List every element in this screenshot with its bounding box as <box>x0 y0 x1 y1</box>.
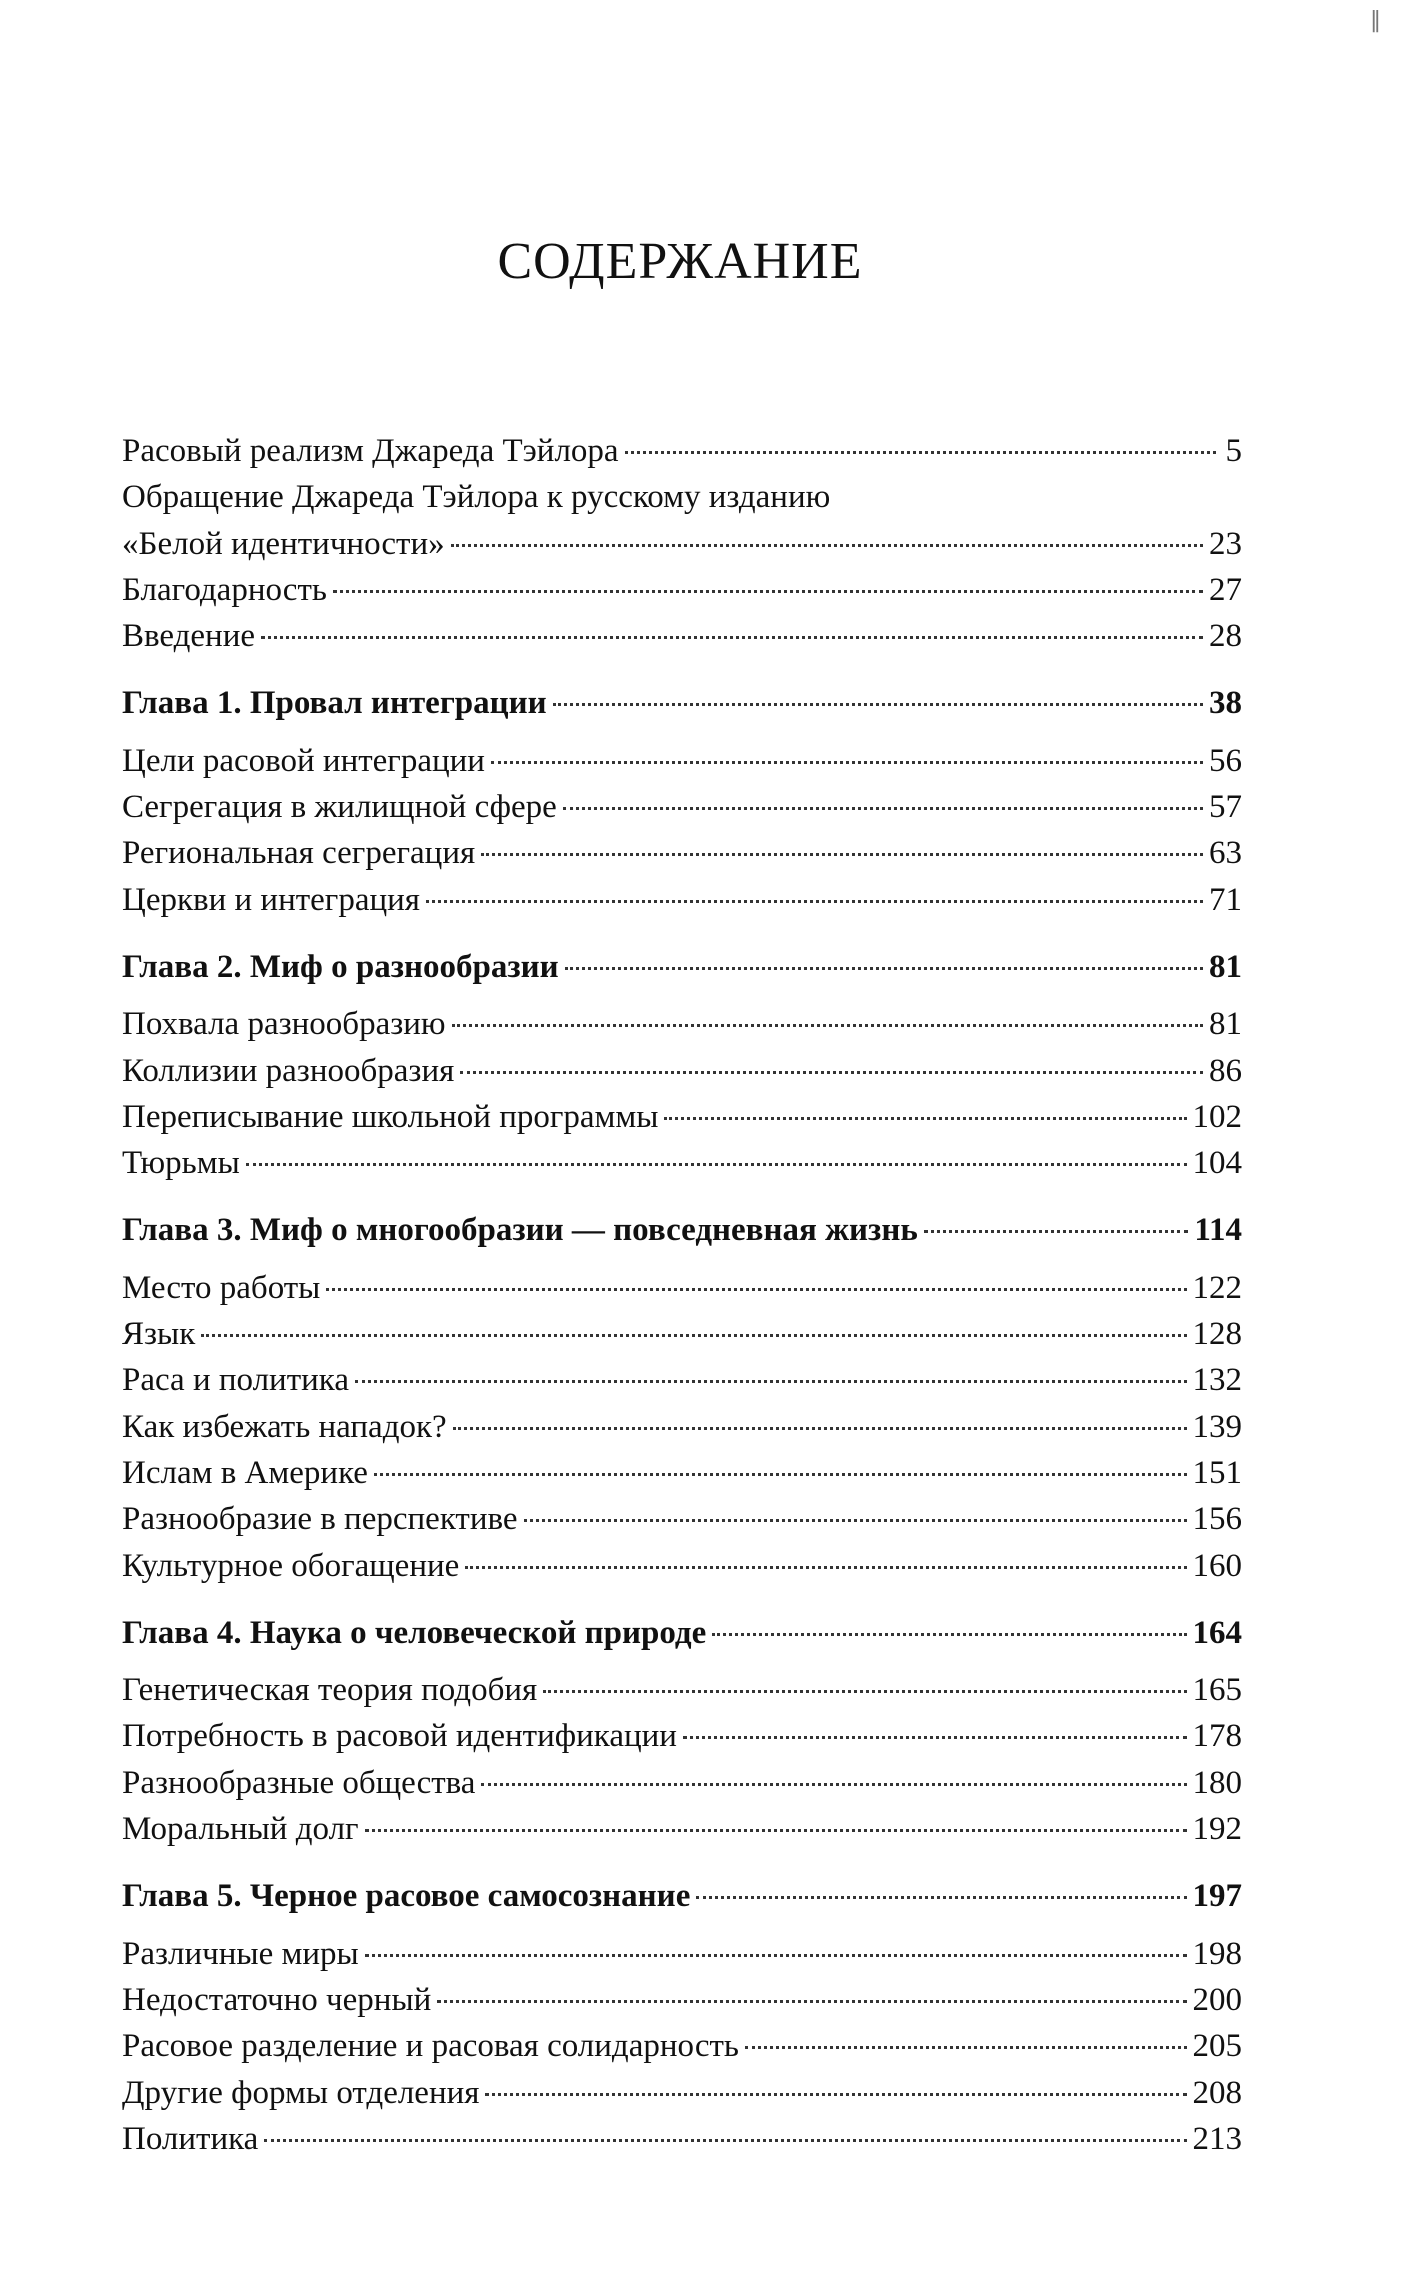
toc-entry-page: 160 <box>1192 1547 1242 1584</box>
toc-entry-label: Разнообразие в перспективе <box>122 1501 518 1538</box>
dot-leader <box>543 1690 1186 1693</box>
toc-chapter-entry <box>122 1873 1242 1919</box>
toc-entry-page: 5 <box>1225 433 1242 469</box>
toc-entry-label: Как избежать нападок? <box>122 1408 447 1445</box>
toc-entry-label: Глава 3. Миф о многообразии — повседневная жизнь <box>122 1212 918 1249</box>
toc-entry-page: 178 <box>1192 1718 1242 1755</box>
toc-entry-label: Политика <box>122 2120 259 2157</box>
toc-entry-label: Потребность в расовой идентификации <box>122 1718 677 1755</box>
toc-entry <box>122 428 1242 474</box>
dot-leader <box>437 2000 1186 2003</box>
dot-leader <box>696 1896 1186 1899</box>
toc-entry-label: Коллизии разнообразия <box>122 1052 455 1089</box>
toc-entry <box>122 613 1242 659</box>
dot-leader <box>374 1473 1187 1476</box>
toc-entry-label: Расовое разделение и расовая солидарность <box>122 2028 739 2065</box>
dot-leader <box>460 1071 1203 1074</box>
dot-leader <box>924 1230 1189 1233</box>
toc-entry-label: Региональная сегрегация <box>122 835 476 872</box>
dot-leader <box>451 544 1203 547</box>
toc-entry-label: Глава 5. Черное расовое самосознание <box>122 1878 691 1915</box>
table-of-contents <box>122 428 1242 2162</box>
toc-entry <box>122 1977 1242 2023</box>
toc-entry-label: Глава 4. Наука о человеческой природе <box>122 1614 707 1651</box>
toc-entry-page: 102 <box>1192 1098 1242 1135</box>
dot-leader <box>365 1954 1187 1957</box>
toc-entry-page: 23 <box>1209 525 1242 562</box>
toc-entry-page: 81 <box>1209 948 1242 985</box>
toc-chapter-entry <box>122 1610 1242 1656</box>
toc-entry <box>122 1265 1242 1311</box>
dot-leader <box>261 636 1203 639</box>
toc-entry <box>122 738 1242 784</box>
toc-entry <box>122 1094 1242 1140</box>
dot-leader <box>664 1117 1186 1120</box>
toc-entry-page: 63 <box>1209 835 1242 872</box>
dot-leader <box>485 2093 1186 2096</box>
toc-entry <box>122 1311 1242 1357</box>
toc-entry-page: 165 <box>1192 1672 1242 1709</box>
toc-entry-label: Место работы <box>122 1269 321 1306</box>
toc-entry-label: Моральный долг <box>122 1811 359 1848</box>
dot-leader <box>563 807 1203 810</box>
toc-entry-label: Генетическая теория подобия <box>122 1672 538 1709</box>
toc-entry-page: 128 <box>1192 1316 1242 1353</box>
scan-mark: ‖ <box>1370 8 1381 33</box>
dot-leader <box>524 1519 1187 1522</box>
toc-entry-page: 122 <box>1192 1269 1242 1306</box>
dot-leader <box>553 703 1203 706</box>
dot-leader <box>201 1334 1186 1337</box>
toc-entry-page: 192 <box>1192 1811 1242 1848</box>
toc-entry <box>122 1404 1242 1450</box>
toc-entry-page: 114 <box>1194 1212 1242 1249</box>
toc-entry-label: Язык <box>122 1316 196 1353</box>
toc-entry-label: Ислам в Америке <box>122 1454 368 1491</box>
toc-entry-label: Похвала разнообразию <box>122 1006 446 1043</box>
toc-entry-label: Раса и политика <box>122 1362 349 1399</box>
dot-leader <box>333 590 1203 593</box>
toc-entry-page: 208 <box>1192 2074 1242 2111</box>
toc-entry-page: 180 <box>1192 1764 1242 1801</box>
toc-entry <box>122 1931 1242 1977</box>
toc-entry-label: Недостаточно черный <box>122 1981 432 2018</box>
toc-entry-label: Обращение Джареда Тэйлора к русскому изданию <box>122 479 831 516</box>
toc-entry-label: Введение <box>122 618 256 655</box>
toc-entry-label: Другие формы отделения <box>122 2074 480 2111</box>
toc-entry-label: Сегрегация в жилищной сфере <box>122 789 557 826</box>
dot-leader <box>491 761 1203 764</box>
toc-entry-label: Церкви и интеграция <box>122 881 420 918</box>
toc-entry-page: 132 <box>1192 1362 1242 1399</box>
toc-chapter-entry <box>122 680 1242 726</box>
toc-entry-page: 104 <box>1192 1145 1242 1182</box>
toc-entry-page: 164 <box>1192 1614 1242 1651</box>
toc-entry-page: 86 <box>1209 1052 1242 1089</box>
toc-entry-label: Глава 2. Миф о разнообразии <box>122 948 559 985</box>
toc-entry-label: Расовый реализм Джареда Тэйлора <box>122 433 619 469</box>
toc-entry-page: 57 <box>1209 789 1242 826</box>
toc-entry <box>122 830 1242 876</box>
toc-entry-page: 200 <box>1192 1981 1242 2018</box>
toc-entry-page: 197 <box>1192 1878 1242 1915</box>
toc-entry <box>122 567 1242 613</box>
toc-chapter-entry <box>122 1207 1242 1253</box>
dot-leader <box>745 2046 1187 2049</box>
toc-entry-page: 139 <box>1192 1408 1242 1445</box>
toc-entry-label: Благодарность <box>122 571 327 608</box>
toc-entry <box>122 877 1242 923</box>
toc-entry-label: Цели расовой интеграции <box>122 742 485 779</box>
toc-entry <box>122 2023 1242 2069</box>
dot-leader <box>481 853 1203 856</box>
dot-leader <box>326 1288 1186 1291</box>
dot-leader <box>426 900 1203 903</box>
toc-entry-page: 81 <box>1209 1006 1242 1043</box>
toc-entry-label: Разнообразные общества <box>122 1764 476 1801</box>
toc-entry-page: 27 <box>1209 571 1242 608</box>
toc-entry <box>122 1713 1242 1759</box>
toc-entry <box>122 2070 1242 2116</box>
toc-entry-page: 205 <box>1192 2028 1242 2065</box>
toc-entry <box>122 1760 1242 1806</box>
toc-entry <box>122 521 1242 567</box>
toc-entry <box>122 474 1242 520</box>
dot-leader <box>481 1783 1186 1786</box>
toc-entry-page: 213 <box>1192 2120 1242 2157</box>
dot-leader <box>452 1024 1203 1027</box>
toc-entry-page: 38 <box>1209 685 1242 722</box>
toc-entry-label: «Белой идентичности» <box>122 525 445 562</box>
dot-leader <box>712 1633 1186 1636</box>
dot-leader <box>625 451 1216 454</box>
toc-entry-label: Переписывание школьной программы <box>122 1098 659 1135</box>
toc-entry-label: Глава 1. Провал интеграции <box>122 685 547 722</box>
toc-entry-page: 28 <box>1209 618 1242 655</box>
toc-entry <box>122 1667 1242 1713</box>
toc-entry-label: Культурное обогащение <box>122 1547 460 1584</box>
toc-entry-label: Тюрьмы <box>122 1145 240 1182</box>
toc-entry <box>122 1543 1242 1589</box>
dot-leader <box>683 1736 1187 1739</box>
dot-leader <box>264 2139 1186 2142</box>
dot-leader <box>246 1163 1187 1166</box>
dot-leader <box>365 1829 1187 1832</box>
dot-leader <box>565 967 1203 970</box>
toc-entry <box>122 784 1242 830</box>
toc-chapter-entry <box>122 944 1242 990</box>
toc-entry-page: 71 <box>1209 881 1242 918</box>
toc-entry-page: 56 <box>1209 742 1242 779</box>
page-title: СОДЕРЖАНИЕ <box>497 233 863 290</box>
toc-entry <box>122 1001 1242 1047</box>
dot-leader <box>453 1427 1187 1430</box>
toc-entry-page: 156 <box>1192 1501 1242 1538</box>
toc-entry-page: 198 <box>1192 1935 1242 1972</box>
toc-entry <box>122 1806 1242 1852</box>
toc-entry <box>122 1496 1242 1542</box>
toc-entry <box>122 1357 1242 1403</box>
toc-entry <box>122 1450 1242 1496</box>
toc-entry-label: Различные миры <box>122 1935 359 1972</box>
toc-entry <box>122 1140 1242 1186</box>
dot-leader <box>355 1380 1187 1383</box>
toc-entry <box>122 1048 1242 1094</box>
dot-leader <box>465 1566 1186 1569</box>
toc-entry <box>122 2116 1242 2162</box>
toc-entry-page: 151 <box>1192 1454 1242 1491</box>
